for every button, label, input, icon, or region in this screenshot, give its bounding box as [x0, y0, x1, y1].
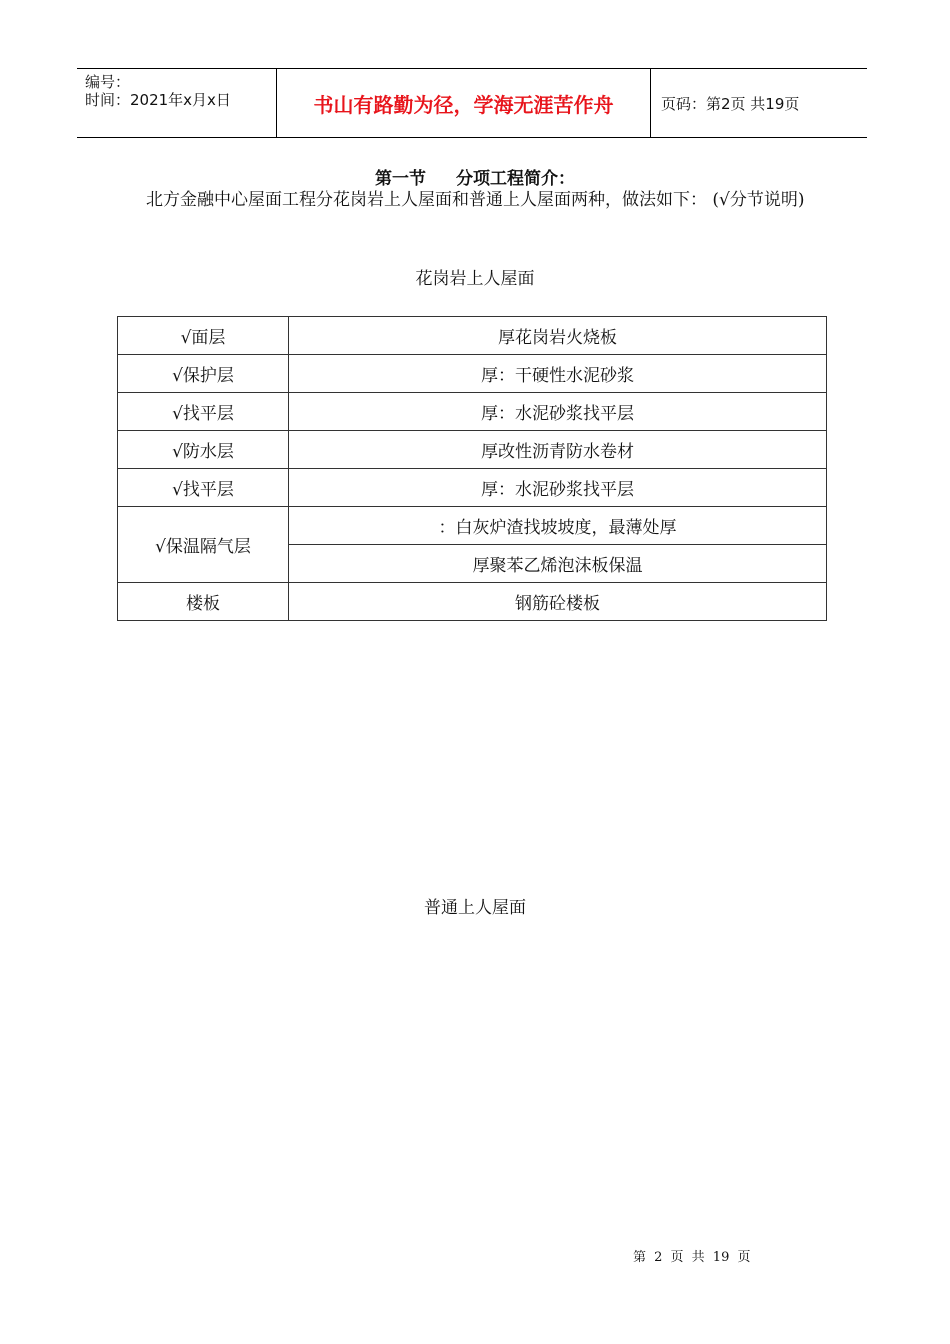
table-row	[118, 393, 827, 431]
layer-desc: 钢筋砼楼板	[289, 583, 827, 621]
table-row	[118, 507, 827, 545]
layer-name: √找平层	[118, 469, 289, 507]
granite-roof-layers-table	[117, 316, 827, 621]
header-meta	[77, 69, 277, 137]
layer-name: √防水层	[118, 431, 289, 469]
header-motto: 书山有路勤为径，学海无涯苦作舟	[277, 69, 651, 137]
section-title-prefix: 第一节	[375, 169, 426, 189]
time-label: 时间：2021年x月x日	[85, 91, 231, 109]
table-row	[118, 431, 827, 469]
document-header	[77, 68, 867, 138]
page-footer: 第 2 页 共 19 页	[633, 1250, 751, 1265]
table-row	[118, 469, 827, 507]
section-title	[0, 164, 950, 189]
layer-name: 楼板	[118, 583, 289, 621]
layer-desc: 厚改性沥青防水卷材	[289, 431, 827, 469]
granite-roof-heading: 花岗岩上人屋面	[415, 269, 535, 289]
layer-desc: 厚花岗岩火烧板	[289, 317, 827, 355]
normal-roof-heading: 普通上人屋面	[424, 898, 526, 918]
section-title-text: 分项工程简介：	[456, 169, 575, 189]
layer-desc: 厚：水泥砂浆找平层	[289, 393, 827, 431]
intro-paragraph: 北方金融中心屋面工程分花岗岩上人屋面和普通上人屋面两种，做法如下： (√分节说明)	[146, 190, 805, 210]
layer-name: √保护层	[118, 355, 289, 393]
table-row	[118, 317, 827, 355]
table-row	[118, 583, 827, 621]
layer-desc: 厚聚苯乙烯泡沫板保温	[289, 545, 827, 583]
header-page-label: 页码：第2页 共19页	[661, 94, 800, 113]
layer-desc: ：白灰炉渣找坡坡度，最薄处厚	[289, 507, 827, 545]
table-row	[118, 355, 827, 393]
layer-name: √保温隔气层	[118, 507, 289, 583]
layer-name: √面层	[118, 317, 289, 355]
layer-name: √找平层	[118, 393, 289, 431]
layer-desc: 厚：水泥砂浆找平层	[289, 469, 827, 507]
number-label: 编号：	[85, 73, 131, 91]
layer-desc: 厚：干硬性水泥砂浆	[289, 355, 827, 393]
